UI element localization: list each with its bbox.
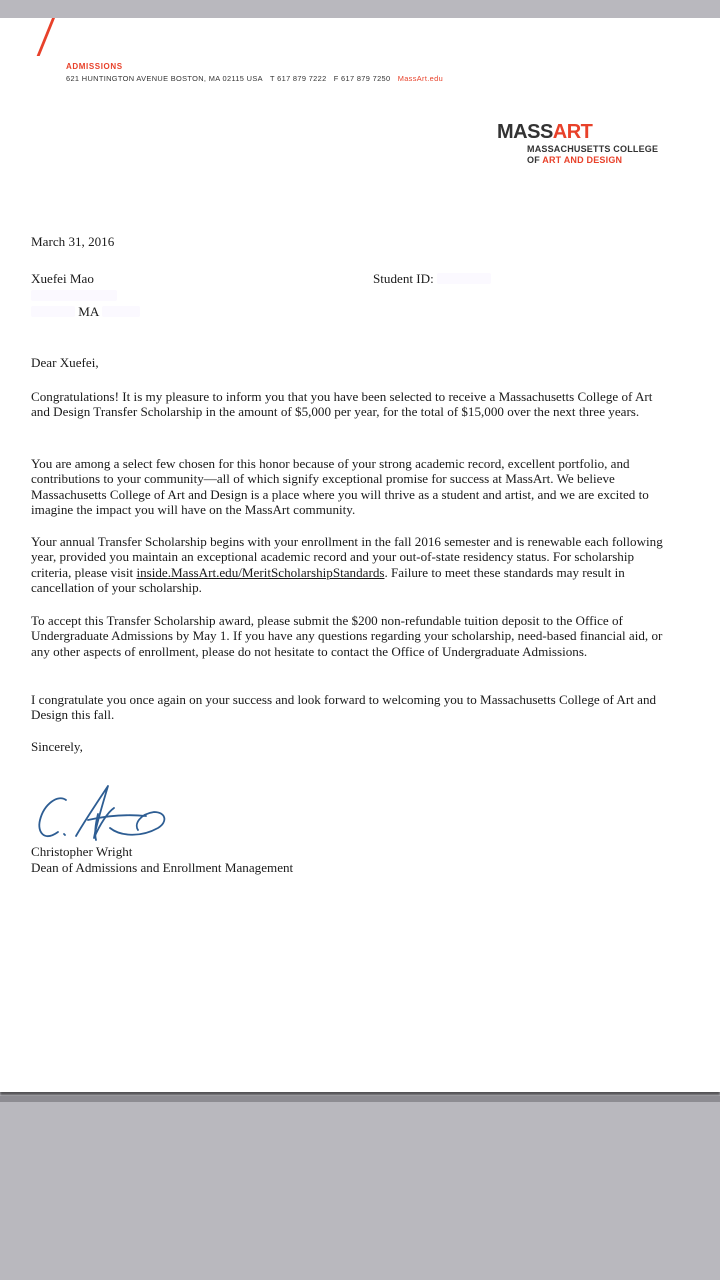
logo-line-2	[527, 155, 622, 165]
signer-title: Dean of Admissions and Enrollment Management	[31, 860, 294, 875]
letterhead-address	[66, 74, 443, 83]
logo-line-2-of: OF	[527, 155, 543, 165]
logo-art: ART	[552, 121, 593, 143]
scholarship-standards-link[interactable]: inside.MassArt.edu/MeritScholarshipStandards	[136, 564, 385, 580]
paragraph-1: Congratulations! It is my pleasure to inform you that you have been selected to receive a Massachusetts College of Art and Design Transfer Scholarship in the amount of $5,000 per year, for the total of $15,000 over the next three years.	[31, 389, 653, 420]
redacted-street	[31, 290, 117, 301]
redacted-city	[31, 306, 75, 317]
letterhead-slash	[37, 18, 55, 56]
recipient-city-line	[31, 304, 140, 320]
top-bar	[0, 0, 720, 18]
phone-number: T 617 879 7222	[270, 74, 327, 83]
logo-wordmark	[497, 122, 592, 142]
recipient-state: MA	[78, 304, 99, 319]
logo-mass: MASS	[497, 121, 553, 143]
recipient-name: Xuefei Mao	[31, 271, 94, 286]
student-id-label: Student ID:	[373, 271, 434, 286]
letter-date: March 31, 2016	[31, 234, 115, 249]
paragraph-5: I congratulate you once again on your success and look forward to welcoming you to Massachusetts College of Art and Design this fall.	[31, 692, 657, 723]
logo-line-1: MASSACHUSETTS COLLEGE	[527, 144, 659, 154]
paragraph-4: To accept this Transfer Scholarship award, please submit the $200 non-refundable tuition deposit to the Office of Undergraduate Admissions by May 1. If you have any questions regarding your scholarship, need-based financial aid, or any other aspects of enrollment, please do not hesitate to contact the Office of Undergraduate Admissions.	[31, 613, 663, 659]
paragraph-3	[31, 534, 671, 595]
website-link[interactable]: MassArt.edu	[397, 74, 444, 83]
page-shadow-band	[0, 1096, 720, 1102]
redacted-student-id	[437, 273, 491, 284]
student-id	[373, 271, 491, 287]
redacted-zip	[102, 306, 140, 317]
salutation: Dear Xuefei,	[31, 355, 99, 370]
signer-name: Christopher Wright	[31, 844, 133, 859]
closing: Sincerely,	[31, 739, 83, 754]
street-address: 621 HUNTINGTON AVENUE BOSTON, MA 02115 USA	[66, 74, 263, 83]
letter-page	[0, 18, 720, 1092]
fax-number: F 617 879 7250	[333, 74, 391, 83]
signature-image	[36, 780, 176, 852]
department-label: ADMISSIONS	[66, 62, 123, 71]
paragraph-2: You are among a select few chosen for this honor because of your strong academic record, excellent portfolio, and contributions to your community—all of which signify exceptional promise for success at MassArt. We believe Massachusetts College of Art and Design is a place where you will thrive as a student and artist, and we are excited to imagine the impact you will have on the MassArt community.	[31, 456, 649, 517]
recipient-street-redacted	[31, 289, 117, 305]
massart-logo	[497, 121, 659, 165]
paragraph-3-tail: . Failure to meet these standards may result in cancellation of your scholarship.	[31, 564, 625, 595]
logo-line-2-red: ART AND DESIGN	[542, 155, 623, 165]
paragraph-3-text: Your annual Transfer Scholarship begins with your enrollment in the fall 2016 semester and is renewable each following year, provided you maintain an exceptional academic record and your out-of-state residency status. For scholarship criteria, please visit	[31, 534, 663, 580]
